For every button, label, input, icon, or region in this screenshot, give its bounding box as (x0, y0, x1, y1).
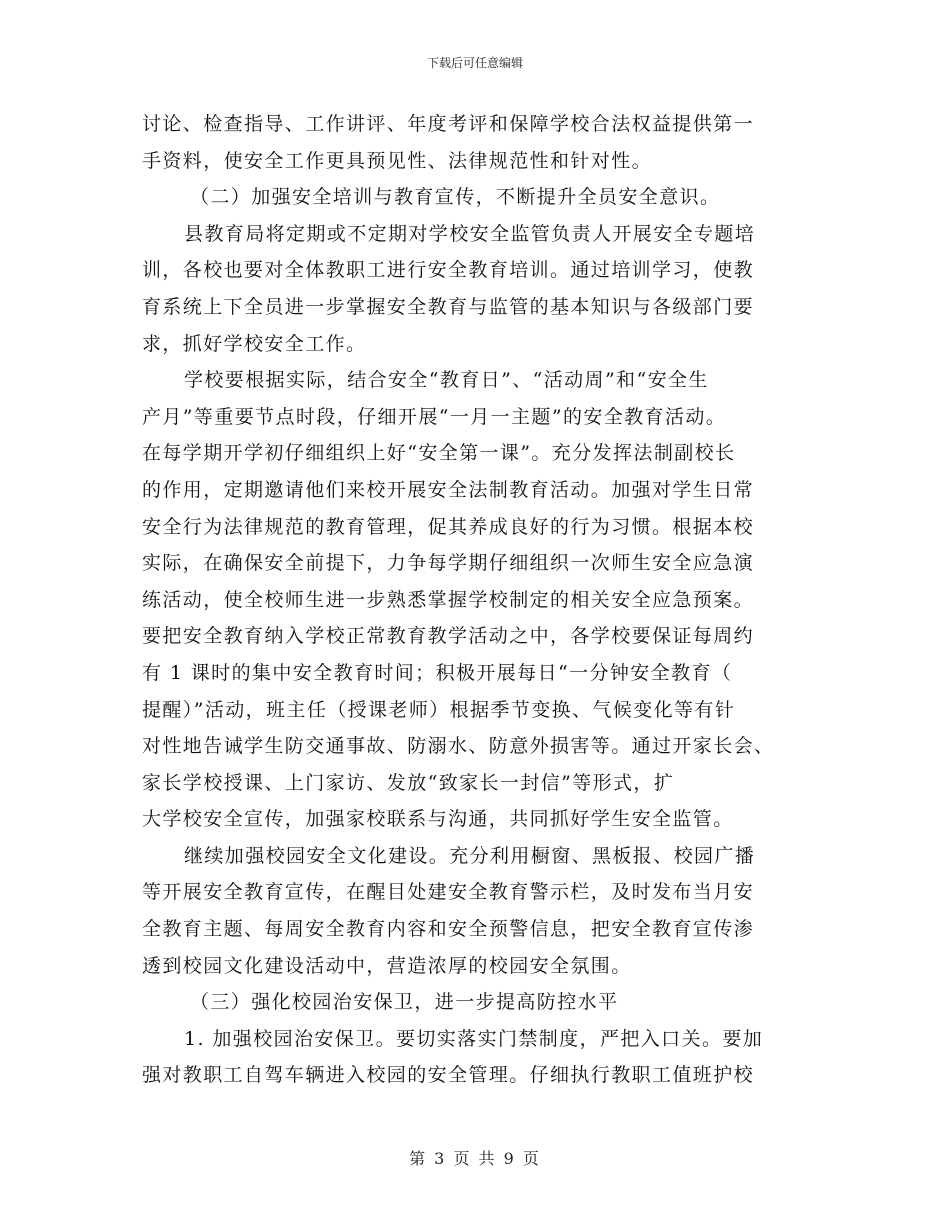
text-line: 1. 加强校园治安保卫。要切实落实门禁制度，严把入口关。要加 (184, 1027, 764, 1050)
section-heading: （三）强化校园治安保卫，进一步提高防控水平 (190, 991, 619, 1014)
text-line: 县教育局将定期或不定期对学校安全监管负责人开展安全专题培 (184, 222, 756, 245)
text-line: 家长学校授课、上门家访、发放“致家长一封信”等形式，扩 (142, 771, 675, 794)
section-heading: （二）加强安全培训与教育宣传，不断提升全员安全意识。 (190, 186, 721, 209)
text-line: 讨论、检查指导、工作讲评、年度考评和保障学校合法权益提供第一 (142, 113, 755, 135)
text-line: 练活动，使全校师生进一步熟悉掌握学校制定的相关安全应急预案。 (142, 588, 755, 611)
body-text (142, 106, 808, 1094)
text-line: 等开展安全教育宣传，在醒目处建安全教育警示栏，及时发布当月安 (142, 881, 755, 904)
text-line: 透到校园文化建设活动中，营造浓厚的校园安全氛围。 (142, 954, 632, 977)
text-line: 训，各校也要对全体教职工进行安全教育培训。通过培训学习，使教 (142, 259, 755, 282)
text-line: 求，抓好学校安全工作。 (142, 332, 367, 355)
text-line: 安全行为法律规范的教育管理，促其养成良好的行为习惯。根据本校 (142, 515, 755, 538)
text-line: 要把安全教育纳入学校正常教育教学活动之中，各学校要保证每周约 (142, 625, 755, 648)
text-line: 的作用，定期邀请他们来校开展安全法制教育活动。加强对学生日常 (142, 478, 755, 501)
text-line: 继续加强校园安全文化建设。充分利用橱窗、黑板报、校园广播 (184, 844, 756, 867)
text-line: 育系统上下全员进一步掌握安全教育与监管的基本知识与各级部门要 (142, 295, 755, 318)
text-line: 手资料，使安全工作更具预见性、法律规范性和针对性。 (142, 149, 653, 172)
text-line: 全教育主题、每周安全教育内容和安全预警信息，把安全教育宣传渗 (142, 918, 755, 941)
text-line: 实际，在确保安全前提下，力争每学期仔细组织一次师生安全应急演 (142, 552, 755, 575)
text-line: 学校要根据实际，结合安全“教育日”、“活动周”和“安全生 (184, 369, 709, 392)
text-line: 强对教职工自驾车辆进入校园的安全管理。仔细执行教职工值班护校 (142, 1064, 755, 1087)
page-number: 第 3 页 共 9 页 (409, 1149, 541, 1168)
text-line: 提醒）”活动，班主任（授课老师）根据季节变换、气候变化等有针 (142, 698, 736, 721)
text-line: 产月”等重要节点时段，仔细开展“一月一主题”的安全教育活动。 (142, 405, 727, 428)
text-line: 对性地告诫学生防交通事故、防溺水、防意外损害等。通过开家长会、 (142, 735, 775, 758)
page-header: 下载后可任意编辑 (426, 56, 523, 70)
text-line: 大学校安全宣传，加强家校联系与沟通，共同抓好学生安全监管。 (142, 808, 734, 831)
text-line: 在每学期开学初仔细组织上好“安全第一课”。充分发挥法制副校长 (142, 442, 736, 465)
text-line: 有 1 课时的集中安全教育时间；积极开展每日“一分钟安全教育（ (142, 661, 733, 684)
